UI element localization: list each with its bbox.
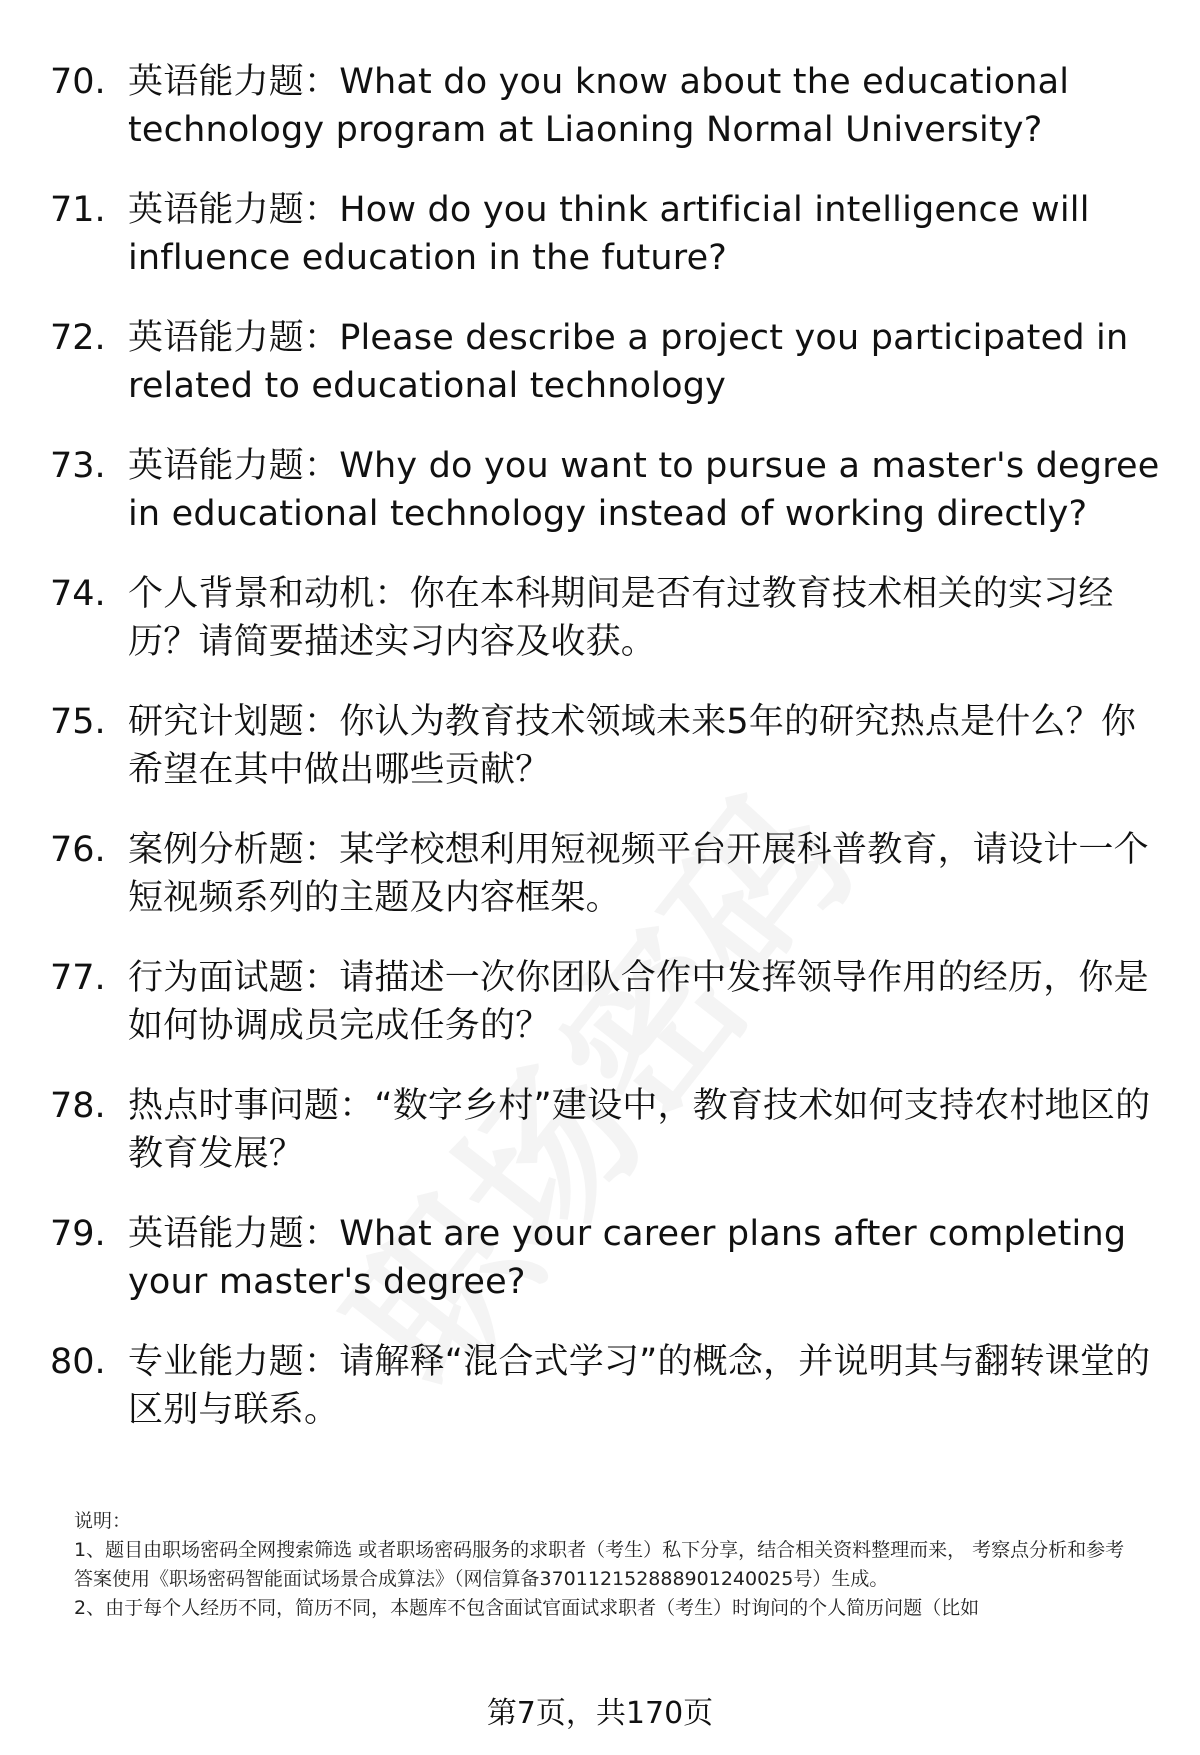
notes-section (74, 1507, 1134, 1623)
list-item (50, 1210, 1160, 1306)
notes-line: 1、题目由职场密码全网搜索筛选 或者职场密码服务的求职者（考生）私下分享，结合相关资料整理而来， 考察点分析和参考答案使用《职场密码智能面试场景合成算法》（网信算备370112152888901240025号）生成。 (74, 1539, 1125, 1590)
list-item (50, 58, 1160, 154)
list-item (50, 1338, 1160, 1434)
list-item (50, 826, 1160, 922)
question-number: 76. (50, 830, 106, 870)
question-number: 77. (50, 958, 106, 998)
question-text: 英语能力题：Please describe a project you participated in related to educational technology (128, 318, 1129, 406)
list-item (50, 314, 1160, 410)
page-number: 第7页，共170页 (486, 1696, 714, 1731)
question-text: 案例分析题：某学校想利用短视频平台开展科普教育，请设计一个短视频系列的主题及内容框架。 (128, 830, 1149, 918)
question-number: 80. (50, 1342, 106, 1382)
question-text: 英语能力题：Why do you want to pursue a master's degree in educational technology instead of working directly? (128, 446, 1160, 534)
question-text: 专业能力题：请解释“混合式学习”的概念，并说明其与翻转课堂的区别与联系。 (128, 1342, 1151, 1430)
question-list (50, 58, 1160, 1466)
list-item (50, 954, 1160, 1050)
question-number: 79. (50, 1214, 106, 1254)
question-text: 英语能力题：How do you think artificial intelligence will influence education in the future? (128, 190, 1090, 278)
question-number: 70. (50, 62, 106, 102)
list-item (50, 442, 1160, 538)
notes-line: 2、由于每个人经历不同，简历不同，本题库不包含面试官面试求职者（考生）时询问的个人简历问题（比如 (74, 1597, 980, 1619)
question-number: 75. (50, 702, 106, 742)
question-text: 个人背景和动机：你在本科期间是否有过教育技术相关的实习经历？请简要描述实习内容及收获。 (128, 574, 1114, 662)
question-text: 研究计划题：你认为教育技术领域未来5年的研究热点是什么？你希望在其中做出哪些贡献？ (128, 702, 1137, 790)
list-item (50, 570, 1160, 666)
list-item (50, 1082, 1160, 1178)
notes-heading: 说明： (74, 1510, 132, 1532)
question-text: 热点时事问题：“数字乡村”建设中，教育技术如何支持农村地区的教育发展？ (128, 1086, 1151, 1174)
question-text: 行为面试题：请描述一次你团队合作中发挥领导作用的经历，你是如何协调成员完成任务的？ (128, 958, 1149, 1046)
question-number: 71. (50, 190, 106, 230)
list-item (50, 186, 1160, 282)
question-number: 72. (50, 318, 106, 358)
question-number: 73. (50, 446, 106, 486)
question-text: 英语能力题：What do you know about the educational technology program at Liaoning Normal University? (128, 62, 1070, 150)
list-item (50, 698, 1160, 794)
question-number: 74. (50, 574, 106, 614)
question-text: 英语能力题：What are your career plans after completing your master's degree? (128, 1214, 1127, 1302)
question-number: 78. (50, 1086, 106, 1126)
